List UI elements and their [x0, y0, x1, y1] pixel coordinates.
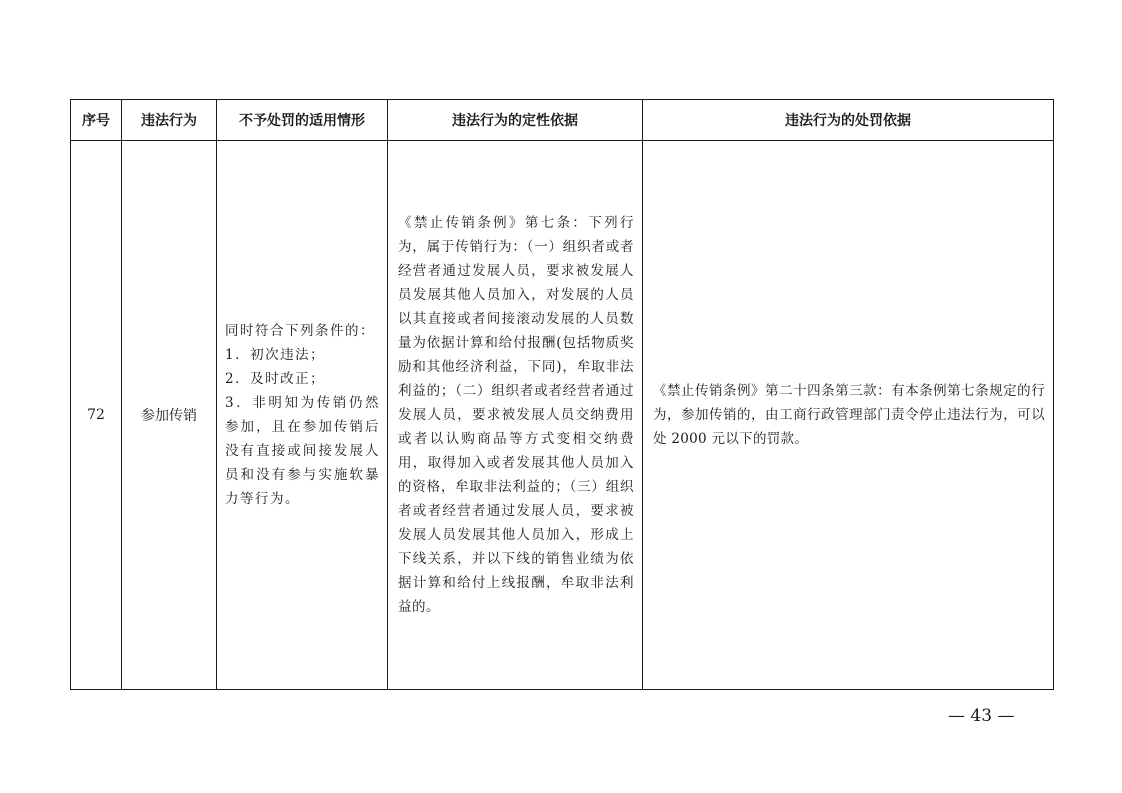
- row-seq: 72: [71, 141, 122, 690]
- row-exemption-cell: [217, 141, 388, 690]
- table-header-row: [71, 100, 1054, 141]
- penalty-table: [70, 99, 1054, 690]
- row-qualitative-basis: 《禁止传销条例》第七条：下列行为，属于传销行为：（一）组织者或者经营者通过发展人员，要求被发展人员发展其他人员加入，对发展的人员以其直接或者间接滚动发展的人员数量为依据计算和给付报酬(包括物质奖励和其他经济利益，下同)，牟取非法利益的；（二）组织者或者经营者通过发展人员，要求被发展人员交纳费用或者以认购商品等方式变相交纳费用，取得加入或者发展其他人员加入的资格，牟取非法利益的；（三）组织者或者经营者通过发展人员，要求被发展人员发展其他人员加入，形成上下线关系，并以下线的销售业绩为依据计算和给付上线报酬，牟取非法利益的。: [398, 215, 634, 615]
- header-penalty-basis: 违法行为的处罚依据: [643, 100, 1054, 141]
- header-seq: 序号: [71, 100, 122, 141]
- row-qualitative-basis-cell: [388, 141, 643, 690]
- row-exemption: 同时符合下列条件的： 1．初次违法； 2．及时改正； 3．非明知为传销仍然参加，且在参加传销后没有直接或间接发展人员和没有参与实施软暴力等行为。: [225, 323, 380, 507]
- page-number: — 43 —: [948, 706, 1015, 726]
- row-penalty-basis: 《禁止传销条例》第二十四条第三款：有本条例第七条规定的行为，参加传销的，由工商行政管理部门责令停止违法行为，可以处 2000 元以下的罚款。: [653, 383, 1045, 447]
- row-violation: 参加传销: [122, 141, 217, 690]
- row-penalty-basis-cell: [643, 141, 1054, 690]
- table-row: [71, 141, 1054, 690]
- header-exemption: 不予处罚的适用情形: [217, 100, 388, 141]
- header-qualitative-basis: 违法行为的定性依据: [388, 100, 643, 141]
- header-violation: 违法行为: [122, 100, 217, 141]
